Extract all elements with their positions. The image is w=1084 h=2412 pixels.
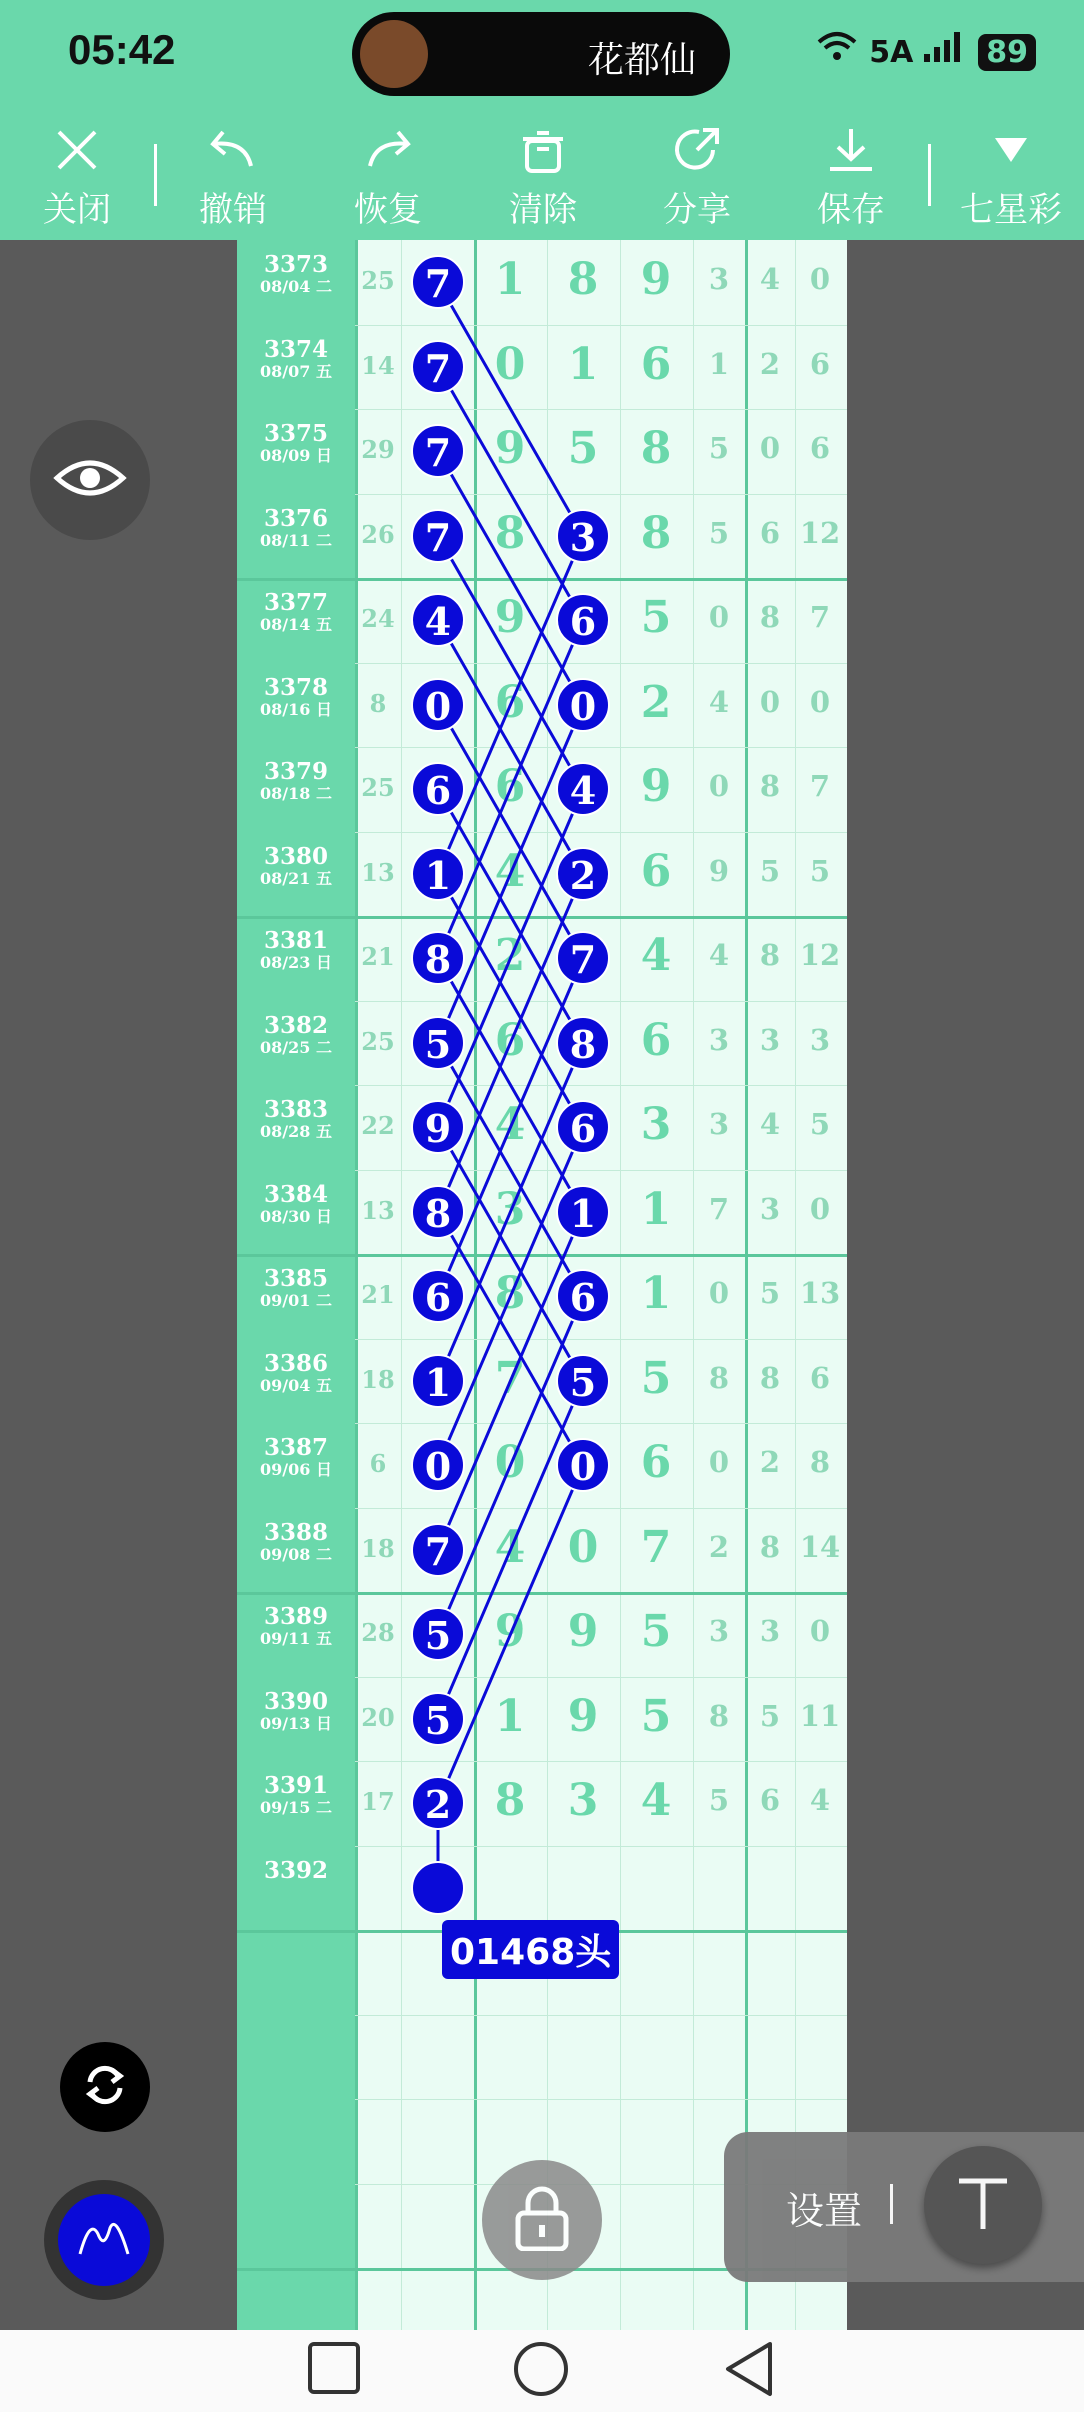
stat-cell: 2 (759, 346, 781, 381)
digit-cell[interactable]: 1 (640, 1268, 672, 1319)
stat-cell: 6 (759, 515, 781, 550)
highlighted-digit[interactable]: 6 (556, 593, 610, 647)
period-number: 3374 (263, 335, 328, 363)
sum-cell: 14 (361, 350, 395, 380)
highlighted-digit[interactable]: 6 (411, 1269, 465, 1323)
clock: 05:42 (68, 26, 176, 73)
digit-cell[interactable]: 9 (494, 592, 526, 643)
sum-cell: 13 (361, 1195, 395, 1225)
highlighted-digit[interactable]: 1 (411, 1354, 465, 1408)
sum-cell: 18 (361, 1533, 395, 1563)
stat-cell: 5 (708, 431, 730, 465)
highlighted-digit[interactable]: 8 (411, 931, 465, 985)
highlighted-digit[interactable]: 6 (556, 1269, 610, 1323)
period-number: 3389 (263, 1603, 328, 1630)
digit-cell[interactable]: 1 (640, 1183, 672, 1235)
highlighted-digit[interactable]: 7 (411, 1523, 465, 1577)
digit-cell[interactable]: 6 (494, 761, 526, 812)
stat-cell: 0 (809, 1614, 831, 1648)
period-number: 3376 (263, 504, 328, 532)
pen-stroke-icon (76, 2214, 132, 2266)
stat-cell: 5 (708, 515, 730, 550)
prediction-dot[interactable] (411, 1861, 465, 1915)
period-date: 08/14 五 (260, 615, 332, 634)
rotate-button[interactable] (60, 2042, 150, 2132)
stat-cell: 0 (708, 1276, 730, 1310)
save-button[interactable]: 保存 (796, 118, 906, 231)
period-number: 3387 (263, 1434, 328, 1461)
period-date: 08/25 二 (260, 1037, 332, 1057)
period-number: 3375 (263, 420, 328, 447)
stat-cell: 6 (809, 346, 831, 381)
share-icon (642, 118, 752, 182)
digit-cell[interactable]: 5 (640, 1352, 672, 1404)
trend-chart[interactable] (237, 240, 847, 2330)
digit-cell[interactable]: 2 (494, 930, 526, 981)
stat-cell: 0 (809, 262, 831, 296)
digit-cell[interactable]: 8 (494, 507, 526, 559)
digit-cell[interactable]: 1 (494, 1690, 526, 1742)
period-number: 3383 (263, 1096, 328, 1123)
highlighted-digit[interactable]: 0 (411, 1438, 465, 1492)
period-number: 3373 (263, 251, 328, 278)
text-t-icon (953, 2173, 1013, 2237)
stat-cell: 8 (759, 1529, 781, 1564)
digit-cell[interactable]: 4 (494, 1099, 526, 1150)
highlighted-digit[interactable]: 5 (411, 1607, 465, 1661)
refresh-icon (80, 2060, 130, 2114)
stat-cell: 3 (708, 1107, 730, 1141)
digit-cell[interactable]: 6 (494, 1014, 526, 1066)
wifi-icon (815, 35, 869, 70)
visibility-toggle[interactable] (30, 420, 150, 540)
trend-line (438, 789, 583, 1043)
highlighted-digit[interactable]: 0 (411, 678, 465, 732)
stat-cell: 0 (809, 684, 831, 719)
recents-button[interactable] (306, 2340, 362, 2400)
stat-cell: 0 (809, 1191, 831, 1226)
stat-cell: 0 (759, 431, 781, 465)
digit-cell[interactable]: 5 (640, 1690, 672, 1742)
lock-button[interactable] (482, 2160, 602, 2280)
digit-cell[interactable]: 9 (494, 423, 526, 474)
sum-cell: 21 (361, 942, 395, 971)
stat-cell: 3 (708, 262, 730, 296)
stat-cell: 2 (708, 1529, 730, 1564)
trend-line (438, 705, 583, 959)
trend-line (438, 620, 583, 874)
highlighted-digit[interactable]: 7 (411, 509, 465, 563)
trend-line (438, 282, 583, 536)
period-date: 09/01 二 (260, 1291, 332, 1310)
trend-line (438, 1043, 583, 1297)
system-icons (815, 30, 1036, 71)
period-date: 08/18 二 (260, 784, 332, 803)
digit-cell[interactable]: 4 (640, 1775, 672, 1826)
stat-cell: 0 (708, 769, 730, 803)
period-date: 08/23 日 (260, 953, 332, 972)
stat-cell: 8 (759, 1360, 781, 1395)
stat-cell: 4 (809, 1783, 831, 1817)
signal-icon (924, 35, 970, 70)
text-tool-button[interactable] (924, 2146, 1042, 2264)
settings-separator (890, 2184, 893, 2224)
settings-button[interactable]: 设置 (786, 2189, 863, 2233)
digit-cell[interactable]: 7 (640, 1521, 672, 1573)
lock-icon (514, 2185, 570, 2255)
highlighted-digit[interactable]: 7 (411, 424, 465, 478)
period-date: 08/09 日 (260, 446, 332, 465)
stat-cell: 0 (708, 600, 730, 634)
period-date: 08/16 日 (260, 699, 332, 719)
period-number: 3378 (263, 673, 328, 701)
sum-cell: 17 (361, 1787, 395, 1816)
highlighted-digit[interactable]: 4 (411, 593, 465, 647)
stat-cell: 6 (759, 1783, 781, 1817)
sum-cell: 25 (361, 1026, 395, 1056)
stat-cell: 3 (809, 1022, 831, 1057)
stat-cell: 5 (809, 1107, 831, 1141)
pen-tool-button[interactable] (44, 2180, 164, 2300)
digit-cell[interactable]: 6 (640, 845, 672, 897)
period-number: 3384 (263, 1180, 328, 1208)
trend-line (438, 536, 583, 790)
highlighted-digit[interactable]: 5 (556, 1354, 610, 1408)
stat-cell: 5 (759, 1276, 781, 1310)
period-number: 3379 (263, 758, 328, 785)
stat-cell: 8 (809, 1445, 831, 1479)
digit-cell[interactable]: 8 (494, 1775, 526, 1826)
stat-cell: 4 (708, 938, 730, 972)
period-date: 09/15 二 (260, 1798, 332, 1817)
digit-cell[interactable]: 3 (567, 1775, 599, 1826)
redo-button[interactable]: 恢复 (333, 118, 443, 231)
digit-cell[interactable]: 8 (640, 507, 672, 559)
stat-cell: 7 (809, 600, 831, 634)
digit-cell[interactable]: 9 (494, 1606, 526, 1657)
highlighted-digit[interactable]: 7 (556, 931, 610, 985)
stat-cell: 6 (809, 431, 831, 465)
period-date: 08/28 五 (260, 1122, 332, 1141)
digit-cell[interactable]: 1 (494, 254, 526, 305)
period-number: 3388 (263, 1518, 328, 1546)
digit-cell[interactable]: 3 (494, 1183, 526, 1235)
digit-cell[interactable]: 0 (494, 338, 526, 390)
period-number: 3382 (263, 1011, 328, 1039)
digit-cell[interactable]: 8 (567, 254, 599, 305)
stat-cell: 0 (708, 1445, 730, 1479)
lottery-type-dropdown[interactable]: 七星彩 (952, 118, 1070, 231)
sum-cell: 13 (361, 857, 395, 887)
stat-cell: 8 (759, 769, 781, 803)
sum-cell: 28 (361, 1618, 395, 1647)
digit-cell[interactable]: 9 (640, 254, 672, 305)
digit-cell[interactable]: 9 (640, 761, 672, 812)
download-icon (796, 118, 906, 182)
digit-cell[interactable]: 0 (567, 1521, 599, 1573)
digit-cell[interactable]: 2 (640, 676, 672, 728)
sum-cell: 29 (361, 435, 395, 464)
highlighted-digit[interactable]: 6 (411, 762, 465, 816)
clear-button[interactable]: 清除 (488, 118, 598, 231)
period-number: 3386 (263, 1349, 328, 1377)
highlighted-digit[interactable]: 2 (411, 1776, 465, 1830)
trash-icon (488, 118, 598, 182)
digit-cell[interactable]: 7 (494, 1352, 526, 1404)
sum-cell: 26 (361, 519, 395, 549)
digit-cell[interactable]: 6 (640, 1014, 672, 1066)
period-date: 08/07 五 (260, 361, 332, 381)
digit-cell[interactable]: 6 (494, 676, 526, 728)
period-number: 3385 (263, 1265, 328, 1292)
digit-cell[interactable]: 5 (640, 592, 672, 643)
digit-cell[interactable]: 4 (640, 930, 672, 981)
pen-tool-active (58, 2194, 150, 2286)
stat-cell: 0 (759, 684, 781, 719)
period-date: 09/13 日 (260, 1713, 332, 1733)
period-date: 09/08 二 (260, 1544, 332, 1564)
highlighted-digit[interactable]: 7 (411, 340, 465, 394)
digit-cell[interactable]: 9 (567, 1690, 599, 1742)
period-date: 08/21 五 (260, 868, 332, 888)
sum-cell: 25 (361, 266, 395, 295)
highlighted-digit[interactable]: 6 (556, 1100, 610, 1154)
sum-cell: 22 (361, 1111, 395, 1140)
stat-cell: 4 (708, 684, 730, 719)
stat-cell: 4 (759, 1107, 781, 1141)
toolbar-separator (154, 144, 157, 206)
stat-cell: 5 (708, 1783, 730, 1817)
dynamic-island[interactable] (352, 12, 730, 96)
stat-cell: 3 (708, 1614, 730, 1648)
digit-cell[interactable]: 4 (494, 845, 526, 897)
toolbar-separator (928, 144, 931, 206)
navigation-bar (0, 2330, 1084, 2412)
annotation-label: 01468头 (442, 1920, 619, 1979)
media-thumbnail (360, 20, 428, 88)
undo-button[interactable]: 撤销 (178, 118, 288, 231)
dropdown-triangle-icon (952, 118, 1070, 182)
digit-cell[interactable]: 8 (494, 1268, 526, 1319)
stat-cell: 13 (799, 1276, 841, 1310)
stat-cell: 6 (809, 1360, 831, 1395)
stat-cell: 3 (759, 1022, 781, 1057)
digit-cell[interactable]: 0 (494, 1437, 526, 1488)
sum-cell: 6 (369, 1449, 387, 1478)
highlighted-digit[interactable]: 8 (411, 1185, 465, 1239)
stat-cell: 4 (759, 262, 781, 296)
highlighted-digit[interactable]: 3 (556, 509, 610, 563)
stat-cell: 3 (759, 1614, 781, 1648)
sum-cell: 18 (361, 1364, 395, 1394)
stat-cell: 8 (759, 600, 781, 634)
highlighted-digit[interactable]: 1 (556, 1185, 610, 1239)
redo-icon (333, 118, 443, 182)
period-number: 3380 (263, 842, 328, 870)
digit-cell[interactable]: 5 (567, 423, 599, 474)
trend-lines (237, 240, 847, 2330)
period-number: 3381 (263, 927, 328, 954)
settings-panel (724, 2132, 1084, 2282)
digit-cell[interactable]: 4 (494, 1521, 526, 1573)
highlighted-digit[interactable]: 8 (556, 1016, 610, 1070)
digit-cell[interactable]: 3 (640, 1099, 672, 1150)
period-number: 3392 (263, 1856, 328, 1884)
close-button[interactable]: 关闭 (22, 118, 132, 231)
stat-cell: 5 (809, 853, 831, 888)
period-date: 09/11 五 (260, 1629, 332, 1648)
trend-line (438, 874, 583, 1128)
home-button[interactable] (512, 2340, 570, 2402)
stat-cell: 12 (799, 515, 841, 550)
stat-cell: 9 (708, 853, 730, 888)
battery-level: 89 (978, 34, 1036, 71)
highlighted-digit[interactable]: 2 (556, 847, 610, 901)
close-icon (22, 118, 132, 182)
trend-line (438, 367, 583, 621)
stat-cell: 11 (799, 1698, 841, 1733)
toolbar (0, 110, 1084, 240)
highlighted-digit[interactable]: 0 (556, 1438, 610, 1492)
sum-cell: 20 (361, 1702, 395, 1732)
stat-cell: 2 (759, 1445, 781, 1479)
eye-icon (53, 456, 127, 504)
digit-cell[interactable]: 5 (640, 1606, 672, 1657)
period-date: 08/11 二 (260, 530, 332, 550)
digit-cell[interactable]: 6 (640, 338, 672, 390)
highlighted-digit[interactable]: 7 (411, 255, 465, 309)
period-number: 3377 (263, 589, 328, 616)
undo-icon (178, 118, 288, 182)
share-button[interactable]: 分享 (642, 118, 752, 231)
stat-cell: 14 (799, 1529, 841, 1564)
sum-cell: 25 (361, 773, 395, 802)
period-number: 3390 (263, 1687, 328, 1715)
status-bar (0, 0, 1084, 110)
highlighted-digit[interactable]: 0 (556, 678, 610, 732)
trend-line (438, 451, 583, 705)
stat-cell: 8 (708, 1360, 730, 1395)
sum-cell: 24 (361, 604, 395, 633)
highlighted-digit[interactable]: 9 (411, 1100, 465, 1154)
digit-cell[interactable]: 9 (567, 1606, 599, 1657)
trend-line (438, 958, 583, 1212)
highlighted-digit[interactable]: 1 (411, 847, 465, 901)
period-date: 09/04 五 (260, 1375, 332, 1395)
digit-cell[interactable]: 8 (640, 423, 672, 474)
stat-cell: 12 (799, 938, 841, 972)
stat-cell: 5 (759, 853, 781, 888)
period-date: 08/30 日 (260, 1206, 332, 1226)
sum-cell: 21 (361, 1280, 395, 1309)
network-label: 5A (869, 35, 914, 70)
stat-cell: 8 (759, 938, 781, 972)
highlighted-digit[interactable]: 5 (411, 1016, 465, 1070)
digit-cell[interactable]: 1 (567, 338, 599, 390)
media-title: 花都仙 (587, 40, 696, 81)
trend-line (438, 1127, 583, 1381)
period-number: 3391 (263, 1772, 328, 1799)
digit-cell[interactable]: 6 (640, 1437, 672, 1488)
back-button[interactable] (722, 2340, 776, 2402)
trend-line (438, 1212, 583, 1466)
stat-cell: 8 (708, 1698, 730, 1733)
highlighted-digit[interactable]: 4 (556, 762, 610, 816)
stat-cell: 3 (759, 1191, 781, 1226)
stat-cell: 3 (708, 1022, 730, 1057)
stat-cell: 7 (708, 1191, 730, 1226)
period-date: 08/04 二 (260, 277, 332, 296)
highlighted-digit[interactable]: 5 (411, 1692, 465, 1746)
stat-cell: 1 (708, 346, 730, 381)
period-date: 09/06 日 (260, 1460, 332, 1479)
stat-cell: 7 (809, 769, 831, 803)
stat-cell: 5 (759, 1698, 781, 1733)
sum-cell: 8 (369, 688, 387, 718)
